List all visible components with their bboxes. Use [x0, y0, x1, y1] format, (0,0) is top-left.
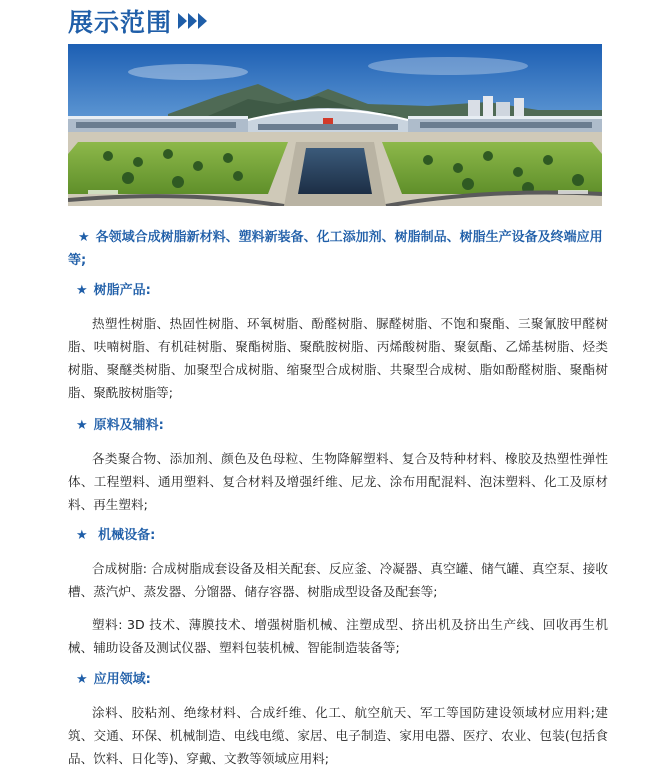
- star-icon: ★: [76, 418, 88, 433]
- lead-text: 各领域合成树脂新材料、塑料新装备、化工添加剂、树脂制品、树脂生产设备及终端应用等;: [68, 230, 603, 268]
- exhibition-center-photo: [68, 44, 602, 206]
- hero-image: [68, 44, 602, 206]
- star-icon: ★: [78, 230, 90, 245]
- section-heading: [76, 525, 608, 547]
- section-heading: [76, 669, 608, 691]
- page-title: 展示范围: [68, 8, 173, 37]
- section-paragraph: 各类聚合物、添加剂、颜色及色母粒、生物降解塑料、复合及特种材料、橡胶及热塑性弹性体、工程塑料、通用塑料、复合材料及增强纤维、尼龙、涂布用配混料、泡沫塑料、化工及原材料、再生塑料;: [68, 451, 608, 512]
- star-icon: ★: [76, 672, 88, 687]
- section-heading: [76, 280, 608, 302]
- section-paragraph: 塑料: 3D 技术、薄膜技术、增强树脂机械、注塑成型、挤出机及挤出生产线、回收再生机械、辅助设备及测试仪器、塑料包装机械、智能制造装备等;: [68, 617, 608, 655]
- section-heading-text: 原料及辅料:: [93, 418, 164, 433]
- section-heading: [76, 415, 608, 437]
- lead-paragraph: [68, 226, 608, 272]
- section-paragraph: 热塑性树脂、热固性树脂、环氧树脂、酚醛树脂、脲醛树脂、不饱和聚酯、三聚氰胺甲醛树脂、呋喃树脂、有机硅树脂、聚酯树脂、聚酰胺树脂、丙烯酸树脂、聚氨酯、乙烯基树脂、烃类树脂、聚醚类树脂、加聚型合成树脂、缩聚型合成树脂、共聚型合成树、脂如酚醛树脂、聚酯树脂、聚酰胺树脂等;: [68, 316, 608, 400]
- exhibit-scope-content: [68, 226, 608, 770]
- star-icon: ★: [76, 283, 88, 298]
- title-row: [68, 4, 208, 38]
- section-paragraph: 涂料、胶粘剂、绝缘材料、合成纤维、化工、航空航天、军工等国防建设领域材应用料;建筑、交通、环保、机械制造、电线电缆、家居、电子制造、家用电器、医疗、农业、包装(包括食品、饮料、日化等)、穿戴、文教等领域应用料;: [68, 705, 608, 766]
- section-heading-text: 机械设备:: [93, 528, 156, 543]
- section-paragraph: 合成树脂: 合成树脂成套设备及相关配套、反应釜、冷凝器、真空罐、储气罐、真空泵、接收槽、蒸汽炉、蒸发器、分馏器、储存容器、树脂成型设备及配套等;: [68, 561, 608, 599]
- section-heading-text: 树脂产品:: [93, 283, 151, 298]
- triple-chevron-icon: [178, 13, 208, 29]
- section-heading-text: 应用领域:: [93, 672, 151, 687]
- sections: [68, 280, 608, 770]
- star-icon: ★: [76, 528, 88, 543]
